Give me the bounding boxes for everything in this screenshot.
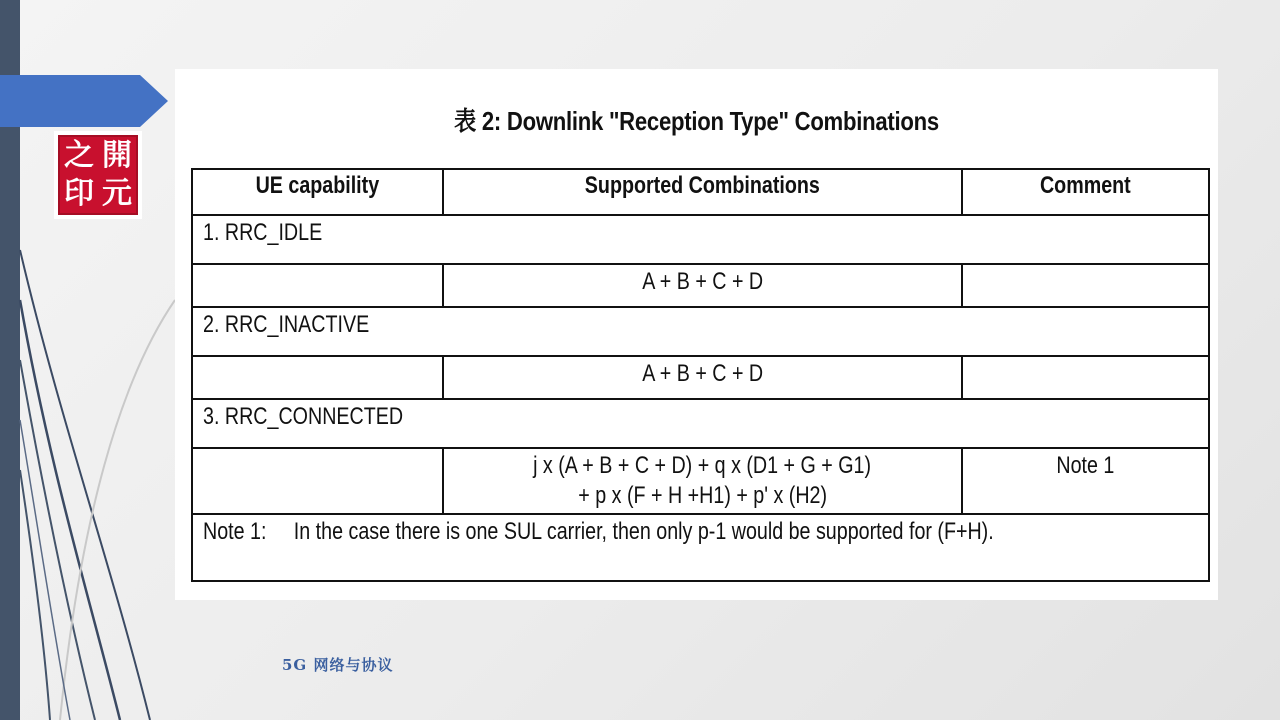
state-label-connected: 3. RRC_CONNECTED bbox=[192, 399, 1209, 448]
cell-empty bbox=[192, 448, 443, 514]
seal-char-2: 開 bbox=[102, 138, 132, 173]
seal-char-3: 印 bbox=[64, 176, 94, 211]
cell-empty bbox=[192, 264, 443, 307]
slide-footer: 5G 网络与协议 bbox=[282, 656, 394, 674]
table-row bbox=[192, 399, 1209, 448]
header-ue-capability: UE capability bbox=[192, 169, 443, 215]
seal-char-1: 之 bbox=[64, 138, 94, 173]
table-row bbox=[192, 264, 1209, 307]
combo-connected-line-1: j x (A + B + C + D) + q x (D1 + G + G1) bbox=[533, 452, 872, 479]
header-comment: Comment bbox=[962, 169, 1209, 215]
cell-empty bbox=[962, 356, 1209, 399]
combo-connected-line-2: + p x (F + H +H1) + p' x (H2) bbox=[578, 482, 827, 509]
table-image bbox=[175, 69, 1218, 600]
table-row bbox=[192, 514, 1209, 581]
combo-connected bbox=[443, 448, 962, 514]
table-row bbox=[192, 448, 1209, 514]
state-label-inactive: 2. RRC_INACTIVE bbox=[192, 307, 1209, 356]
seal-char-4: 元 bbox=[102, 176, 132, 211]
table-header-row bbox=[192, 169, 1209, 215]
comment-connected: Note 1 bbox=[962, 448, 1209, 514]
table-caption: 表 2: Downlink "Reception Type" Combinations bbox=[454, 106, 939, 136]
table-row bbox=[192, 356, 1209, 399]
combo-inactive: A + B + C + D bbox=[443, 356, 962, 399]
table-row bbox=[192, 307, 1209, 356]
cell-empty bbox=[192, 356, 443, 399]
logo-seal bbox=[54, 131, 142, 219]
table-note: Note 1: In the case there is one SUL carrier, then only p-1 would be supported for (F+H). bbox=[192, 514, 1209, 581]
header-supported-combinations: Supported Combinations bbox=[443, 169, 962, 215]
reception-type-table bbox=[191, 168, 1210, 582]
state-label-idle: 1. RRC_IDLE bbox=[192, 215, 1209, 264]
combo-idle: A + B + C + D bbox=[443, 264, 962, 307]
cell-empty bbox=[962, 264, 1209, 307]
table-row bbox=[192, 215, 1209, 264]
accent-arrow-tab bbox=[0, 75, 168, 127]
